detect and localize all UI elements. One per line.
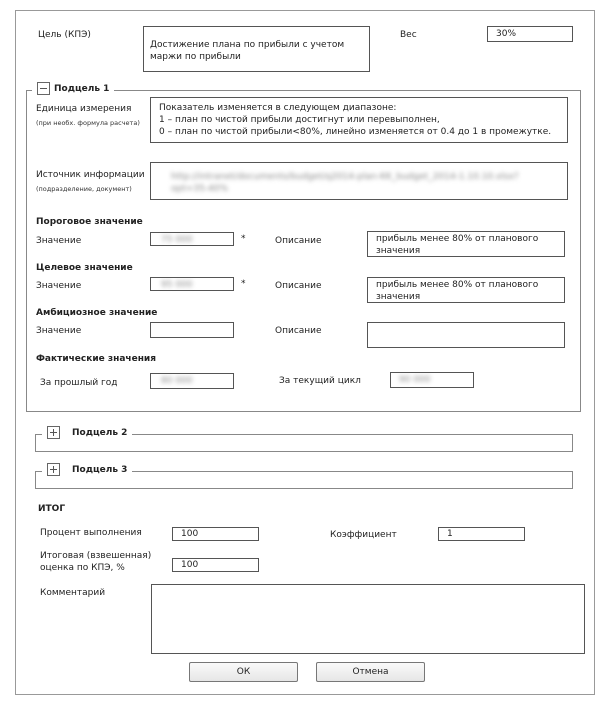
coefficient-label: Коэффициент bbox=[330, 530, 397, 540]
weight-field[interactable]: 30% bbox=[487, 26, 573, 42]
ambitious-value-field[interactable] bbox=[150, 322, 234, 338]
target-desc-label: Описание bbox=[275, 281, 322, 291]
ambitious-desc-label: Описание bbox=[275, 326, 322, 336]
target-required-mark: * bbox=[241, 279, 246, 289]
unit-hint: (при необх. формула расчета) bbox=[36, 119, 140, 127]
target-value-field[interactable] bbox=[150, 277, 234, 291]
subgoal-1-legend bbox=[32, 82, 114, 95]
source-value: http://intranet/documents/budget/q2014-plan-KK_budget_2014-1.10.10.xlsx?opt=35-40% bbox=[171, 172, 519, 194]
subgoal-3-title: Подцель 3 bbox=[72, 464, 128, 475]
subgoal-2-legend bbox=[42, 426, 132, 439]
plus-toggle-icon[interactable] bbox=[47, 463, 60, 476]
weight-label: Вес bbox=[400, 30, 417, 40]
subgoal-3-legend bbox=[42, 463, 132, 476]
unit-line-1: Показатель изменяется в следующем диапазоне: bbox=[159, 103, 397, 113]
threshold-desc-field[interactable]: прибыль менее 80% от планового значения bbox=[367, 231, 565, 257]
last-year-label: За прошлый год bbox=[40, 378, 118, 388]
target-desc-field[interactable]: прибыль менее 80% от планового значения bbox=[367, 277, 565, 303]
unit-line-2: 1 – план по чистой прибыли достигнут или перевыполнен, bbox=[159, 115, 440, 125]
threshold-desc-label: Описание bbox=[275, 236, 322, 246]
weighted-label-1: Итоговая (взвешенная) bbox=[40, 551, 152, 561]
plus-toggle-icon[interactable] bbox=[47, 426, 60, 439]
target-value-label: Значение bbox=[36, 281, 82, 291]
last-year-value: 80 000 bbox=[161, 376, 193, 386]
unit-line-3: 0 – план по чистой прибыли<80%, линейно изменяется от 0.4 до 1 в промежутке. bbox=[159, 127, 552, 137]
subgoal-1-title: Подцель 1 bbox=[54, 83, 110, 94]
threshold-required-mark: * bbox=[241, 234, 246, 244]
actual-title: Фактические значения bbox=[36, 354, 157, 364]
source-hint: (подразделение, документ) bbox=[36, 185, 132, 193]
unit-label: Единица измерения bbox=[36, 104, 132, 114]
coefficient-field[interactable]: 1 bbox=[438, 527, 525, 541]
ambitious-title: Амбициозное значение bbox=[36, 308, 158, 318]
comment-textarea[interactable] bbox=[151, 584, 585, 654]
source-field[interactable] bbox=[150, 162, 568, 200]
threshold-title: Пороговое значение bbox=[36, 217, 143, 227]
percent-label: Процент выполнения bbox=[40, 528, 142, 538]
ambitious-desc-field[interactable] bbox=[367, 322, 565, 348]
ambitious-value-label: Значение bbox=[36, 326, 82, 336]
weighted-label-2: оценка по КПЭ, % bbox=[40, 563, 125, 573]
target-title: Целевое значение bbox=[36, 263, 133, 273]
current-cycle-field[interactable] bbox=[390, 372, 474, 388]
goal-field[interactable]: Достижение плана по прибыли с учетом маржи по прибыли bbox=[143, 26, 370, 72]
threshold-value-field[interactable] bbox=[150, 232, 234, 246]
result-title: ИТОГ bbox=[38, 504, 66, 514]
ok-button[interactable]: ОК bbox=[189, 662, 298, 682]
goal-label: Цель (КПЭ) bbox=[38, 30, 91, 40]
target-value: 95 000 bbox=[161, 280, 193, 290]
current-cycle-value: 90 000 bbox=[399, 375, 431, 385]
last-year-field[interactable] bbox=[150, 373, 234, 389]
current-cycle-label: За текущий цикл bbox=[279, 376, 361, 386]
legend-gap bbox=[112, 89, 119, 90]
threshold-value: 75 000 bbox=[161, 235, 193, 245]
subgoal-2-title: Подцель 2 bbox=[72, 427, 128, 438]
cancel-button[interactable]: Отмена bbox=[316, 662, 425, 682]
source-label: Источник информации bbox=[36, 170, 145, 180]
unit-field[interactable] bbox=[150, 97, 568, 143]
comment-label: Комментарий bbox=[40, 588, 106, 598]
threshold-value-label: Значение bbox=[36, 236, 82, 246]
percent-field[interactable]: 100 bbox=[172, 527, 259, 541]
weighted-field[interactable]: 100 bbox=[172, 558, 259, 572]
minus-toggle-icon[interactable] bbox=[37, 82, 50, 95]
